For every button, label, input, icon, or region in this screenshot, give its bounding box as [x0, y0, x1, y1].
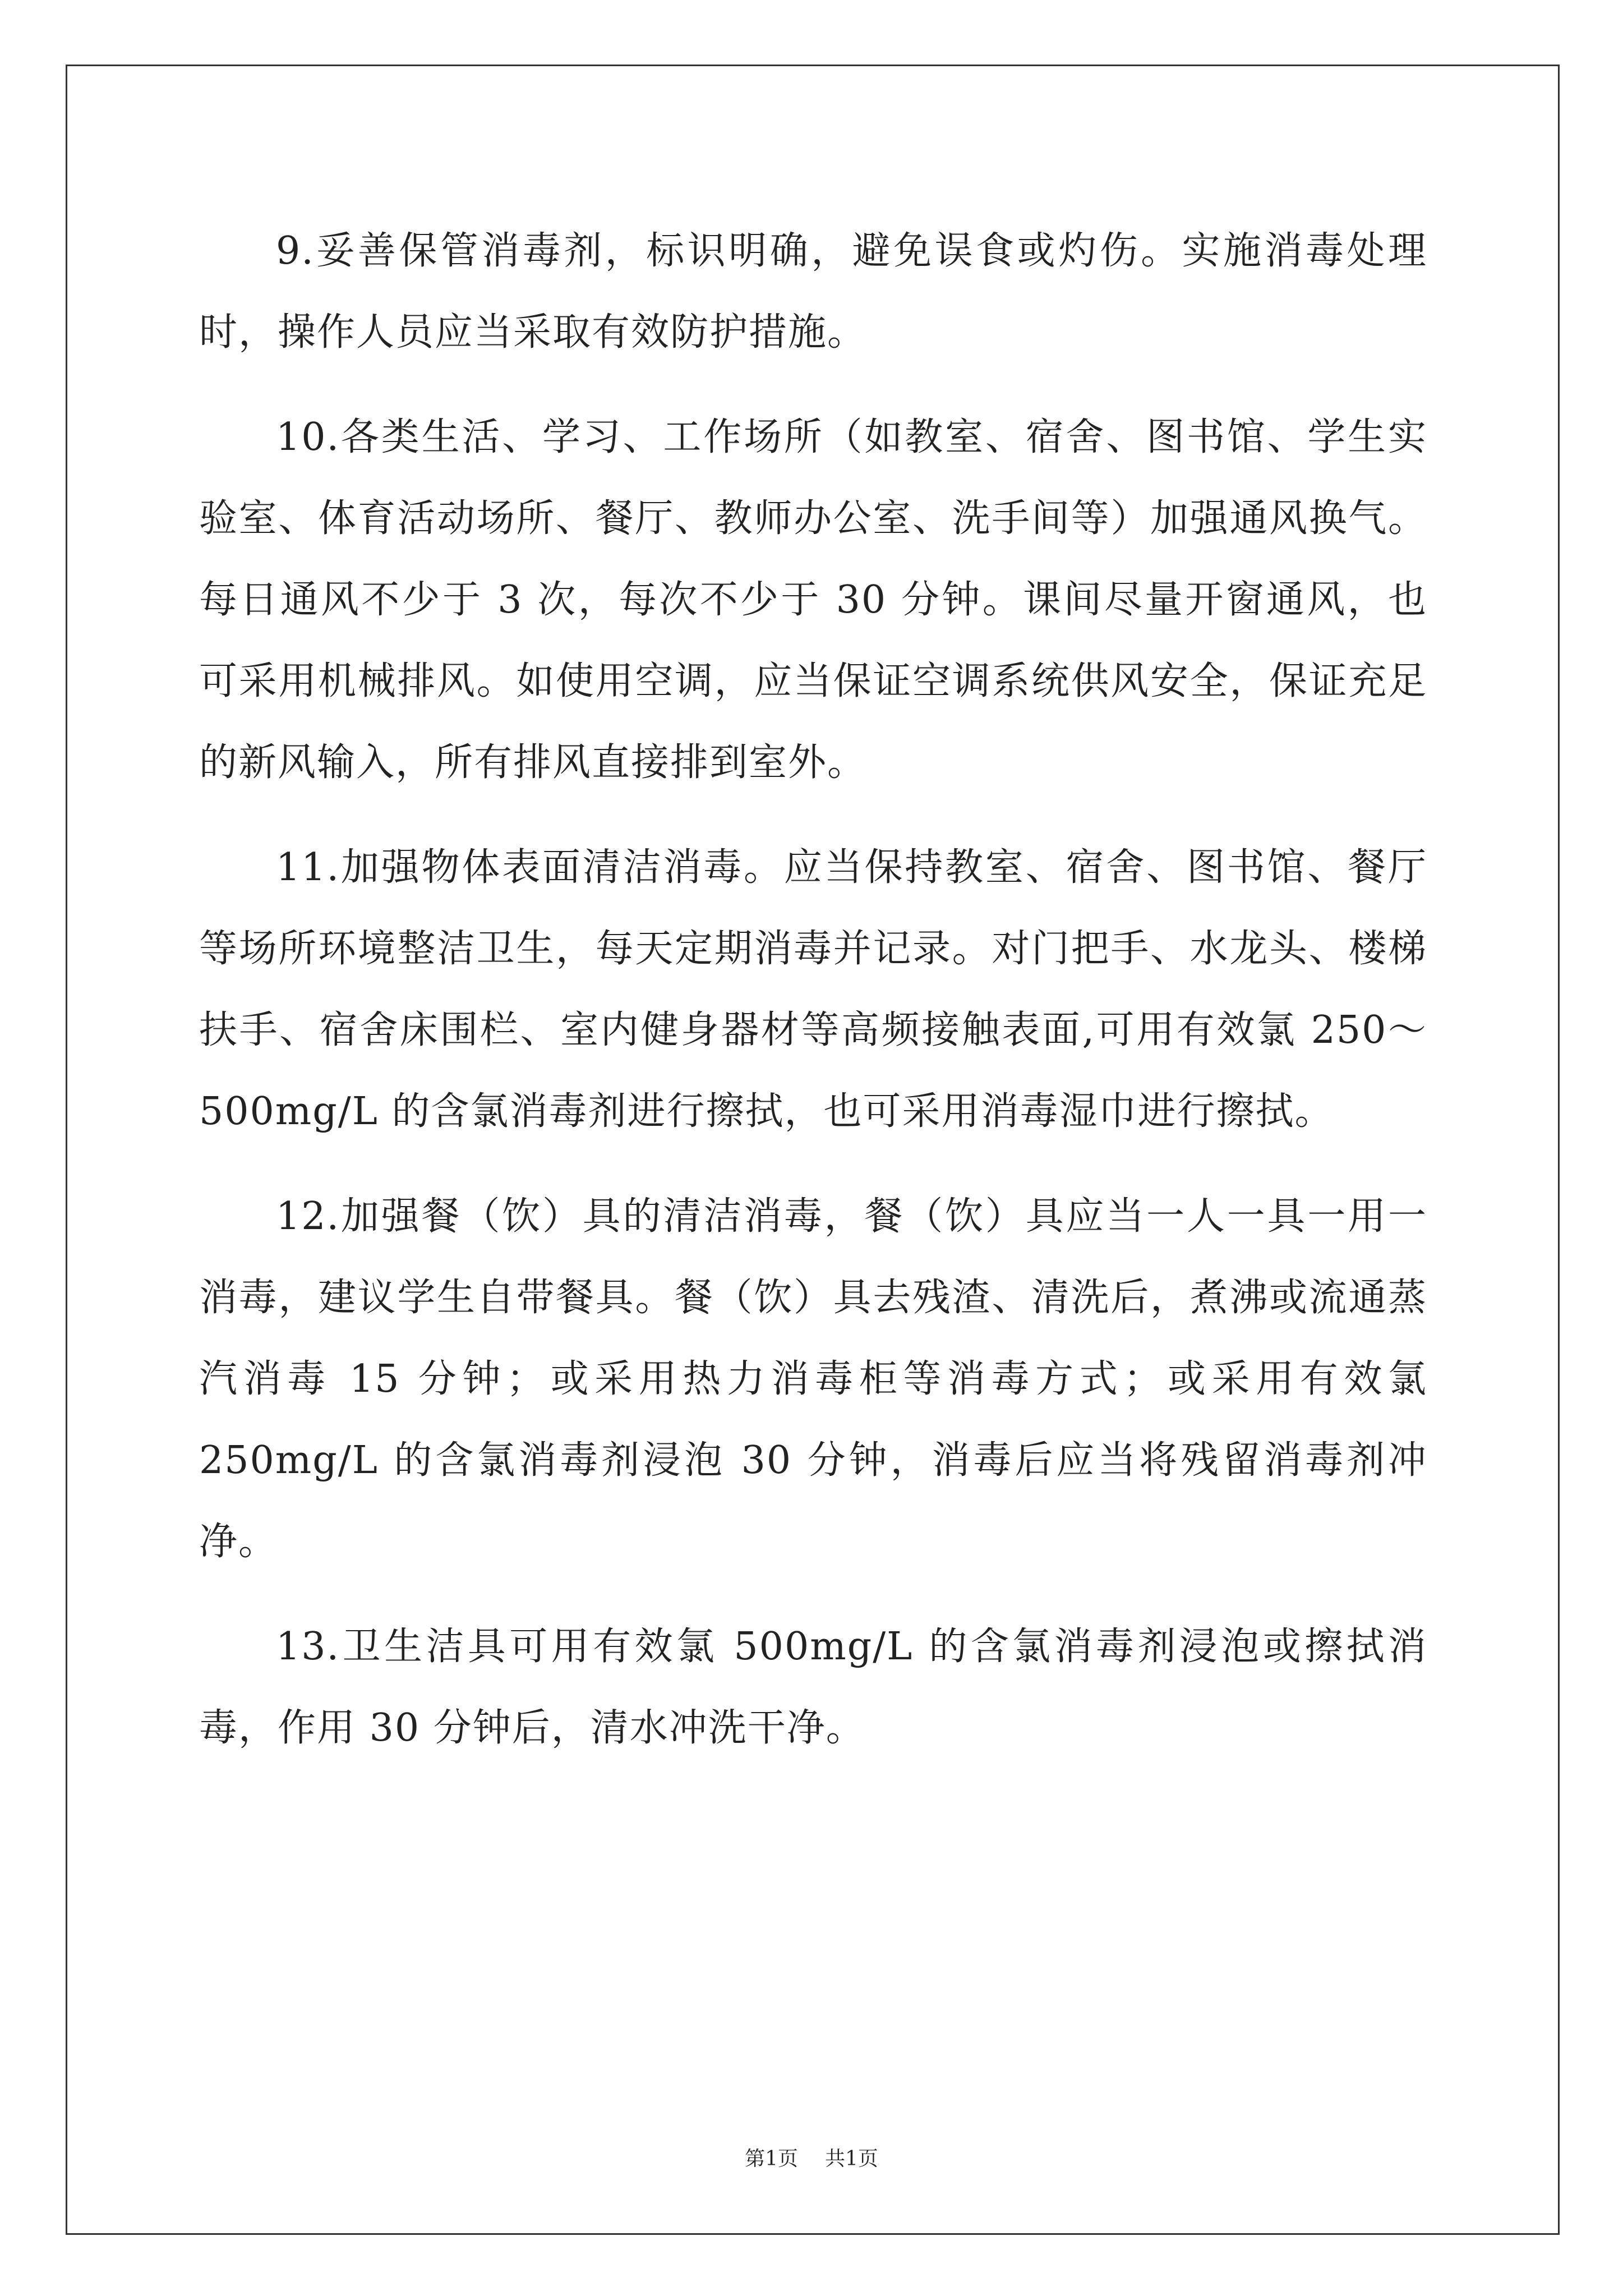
paragraph-11: 11.加强物体表面清洁消毒。应当保持教室、宿舍、图书馆、餐厅等场所环境整洁卫生，每天定期消毒并记录。对门把手、水龙头、楼梯扶手、宿舍床围栏、室内健身器材等高频接触表面,可用有效氯 250～500mg/L 的含氯消毒剂进行擦拭，也可采用消毒湿巾进行擦拭。: [199, 845, 1427, 1134]
page-footer: [0, 2143, 1623, 2171]
paragraph-12: 12.加强餐（饮）具的清洁消毒，餐（饮）具应当一人一具一用一消毒，建议学生自带餐具。餐（饮）具去残渣、清洗后，煮沸或流通蒸汽消毒 15 分钟；或采用热力消毒柜等消毒方式；或采用有效氯 250mg/L 的含氯消毒剂浸泡 30 分钟，消毒后应当将残留消毒剂冲净。: [199, 1194, 1427, 1564]
total-pages: 共1页: [825, 2147, 878, 2170]
document-body: [199, 210, 1427, 1792]
paragraph-13: 13.卫生洁具可用有效氯 500mg/L 的含氯消毒剂浸泡或擦拭消毒，作用 30 分钟后，清水冲洗干净。: [199, 1625, 1427, 1750]
paragraph-10: 10.各类生活、学习、工作场所（如教室、宿舍、图书馆、学生实验室、体育活动场所、餐厅、教师办公室、洗手间等）加强通风换气。每日通风不少于 3 次，每次不少于 30 分钟。课间尽量开窗通风，也可采用机械排风。如使用空调，应当保证空调系统供风安全，保证充足的新风输入，所有排风直接排到室外。: [199, 415, 1427, 785]
paragraph-9: 9.妥善保管消毒剂，标识明确，避免误食或灼伤。实施消毒处理时，操作人员应当采取有效防护措施。: [199, 229, 1427, 355]
page-number: 第1页: [745, 2147, 798, 2170]
